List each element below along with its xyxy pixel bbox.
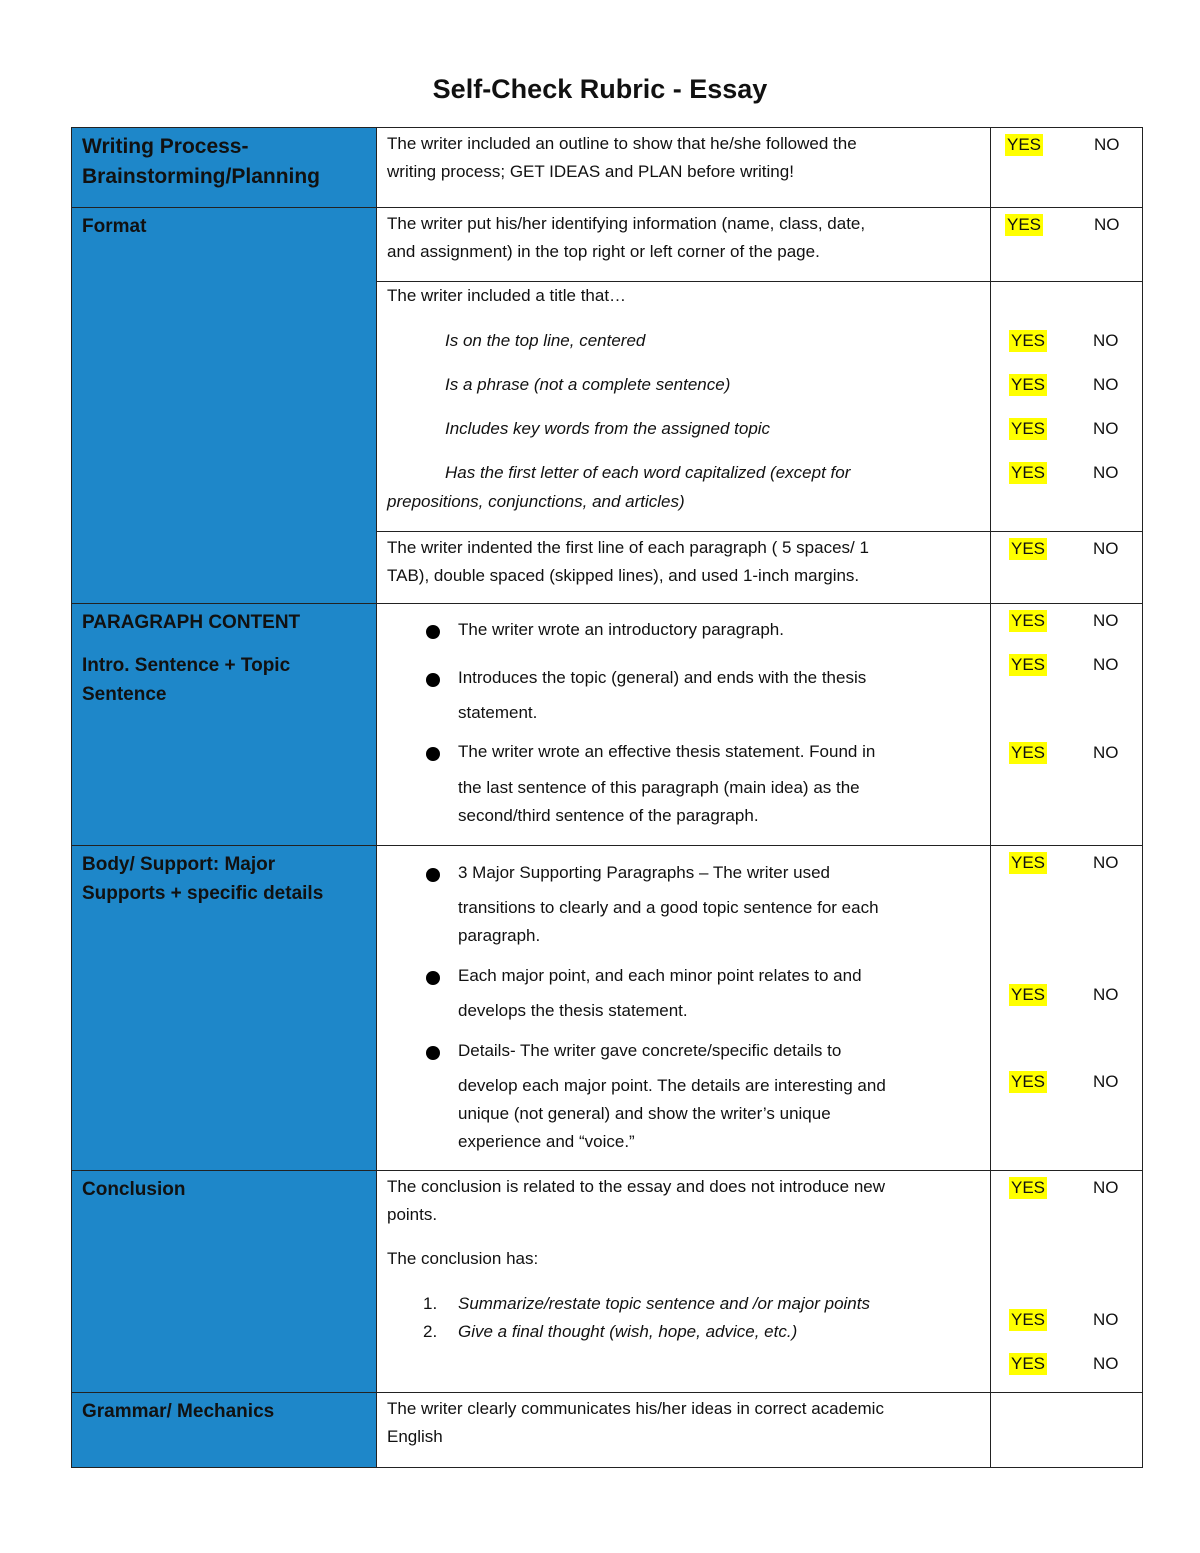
bullet-icon <box>426 868 440 882</box>
bullet-icon <box>426 747 440 761</box>
yes-option: YES <box>1011 331 1046 350</box>
criteria-cell <box>377 281 1143 531</box>
no-option: NO <box>1094 215 1120 234</box>
category-label: Intro. Sentence + Topic <box>82 655 291 676</box>
category-label: Supports + specific details <box>82 883 324 904</box>
criteria-text: experience and “voice.” <box>458 1132 635 1151</box>
category-label: Grammar/ Mechanics <box>82 1401 275 1422</box>
criteria-cell <box>377 128 1143 208</box>
no-option: NO <box>1093 1310 1119 1329</box>
no-option: NO <box>1093 853 1119 872</box>
yes-option: YES <box>1011 419 1046 438</box>
criteria-text: develops the thesis statement. <box>458 1001 688 1020</box>
criteria-text: statement. <box>458 703 538 722</box>
criteria-text: transitions to clearly and a good topic sentence for each <box>458 898 879 917</box>
criteria-text: Give a final thought (wish, hope, advice, etc.) <box>458 1322 798 1341</box>
bullet-icon <box>426 673 440 687</box>
no-option: NO <box>1093 1072 1119 1091</box>
list-number: 1. <box>423 1294 438 1313</box>
category-label: Conclusion <box>82 1179 186 1200</box>
criteria-text: The writer wrote an effective thesis statement. Found in <box>458 742 876 761</box>
category-label: PARAGRAPH CONTENT <box>82 612 301 633</box>
yes-option: YES <box>1007 135 1042 154</box>
yes-option: YES <box>1011 463 1046 482</box>
category-label: Format <box>82 216 147 237</box>
bullet-icon <box>426 971 440 985</box>
bullet-icon <box>426 1046 440 1060</box>
category-body-support <box>71 846 377 1171</box>
criteria-cell <box>377 1393 1143 1467</box>
description-cell <box>377 282 991 531</box>
criteria-text: The writer clearly communicates his/her ideas in correct academic <box>387 1399 884 1418</box>
criteria-text: and assignment) in the top right or left corner of the page. <box>387 242 820 261</box>
criteria-text: The writer put his/her identifying information (name, class, date, <box>387 214 866 233</box>
criteria-text: The writer wrote an introductory paragraph. <box>458 620 784 639</box>
criteria-cell <box>377 208 1143 281</box>
description-cell <box>377 1171 991 1393</box>
criteria-cell <box>377 1171 1143 1393</box>
row-paragraph-content <box>71 603 1143 846</box>
criteria-text: 3 Major Supporting Paragraphs – The writer used <box>458 863 830 882</box>
yes-option: YES <box>1011 611 1046 630</box>
yes-option: YES <box>1011 1310 1046 1329</box>
no-option: NO <box>1093 1178 1119 1197</box>
criteria-text: Each major point, and each minor point relates to and <box>458 966 862 985</box>
criteria-text: The writer included a title that… <box>387 286 627 305</box>
yes-option: YES <box>1011 1072 1046 1091</box>
category-label: Brainstorming/Planning <box>82 165 321 188</box>
yes-option: YES <box>1011 375 1046 394</box>
category-grammar <box>71 1393 377 1467</box>
row-conclusion <box>71 1170 1143 1393</box>
no-option: NO <box>1094 135 1120 154</box>
no-option: NO <box>1093 611 1119 630</box>
yes-option: YES <box>1011 853 1046 872</box>
no-option: NO <box>1093 1354 1119 1373</box>
description-cell <box>377 208 991 281</box>
criteria-text: second/third sentence of the paragraph. <box>458 806 759 825</box>
row-writing-process <box>71 127 1143 208</box>
criteria-text: English <box>387 1427 443 1446</box>
description-cell <box>377 604 991 846</box>
row-body-support <box>71 845 1143 1171</box>
criteria-cell <box>377 846 1143 1171</box>
criteria-text: paragraph. <box>458 926 541 945</box>
criteria-cell <box>377 531 1143 604</box>
no-option: NO <box>1093 331 1119 350</box>
criteria-text: The writer indented the first line of each paragraph ( 5 spaces/ 1 <box>387 538 869 557</box>
yes-option: YES <box>1011 655 1046 674</box>
criteria-text: Is a phrase (not a complete sentence) <box>445 375 731 394</box>
category-label: Body/ Support: Major <box>82 854 276 875</box>
category-paragraph-content <box>71 604 377 846</box>
yes-option: YES <box>1011 1354 1046 1373</box>
no-option: NO <box>1093 655 1119 674</box>
criteria-text: Introduces the topic (general) and ends with the thesis <box>458 668 867 687</box>
criteria-text: Summarize/restate topic sentence and /or major points <box>458 1294 870 1313</box>
category-format <box>71 208 377 604</box>
criteria-text: points. <box>387 1205 438 1224</box>
no-option: NO <box>1093 985 1119 1004</box>
criteria-text: prepositions, conjunctions, and articles) <box>387 492 685 511</box>
category-label: Sentence <box>82 684 167 705</box>
yes-option: YES <box>1011 1178 1046 1197</box>
category-conclusion <box>71 1171 377 1393</box>
criteria-text: unique (not general) and show the writer’s unique <box>458 1104 831 1123</box>
description-cell <box>377 532 991 604</box>
description-cell <box>377 1393 991 1467</box>
criteria-text: The conclusion is related to the essay and does not introduce new <box>387 1177 886 1196</box>
criteria-text: The conclusion has: <box>387 1249 539 1268</box>
no-option: NO <box>1093 743 1119 762</box>
description-cell <box>377 128 991 208</box>
criteria-text: the last sentence of this paragraph (main idea) as the <box>458 778 860 797</box>
category-label: Writing Process- <box>82 135 249 158</box>
description-cell <box>377 846 991 1171</box>
page-title: Self-Check Rubric - Essay <box>432 74 768 104</box>
category-writing-process <box>71 128 377 208</box>
criteria-text: Details- The writer gave concrete/specific details to <box>458 1041 842 1060</box>
yes-option: YES <box>1007 215 1042 234</box>
yes-option: YES <box>1011 985 1046 1004</box>
criteria-text: Includes key words from the assigned topic <box>445 419 771 438</box>
criteria-text: develop each major point. The details are interesting and <box>458 1076 886 1095</box>
yes-option: YES <box>1011 743 1046 762</box>
bullet-icon <box>426 625 440 639</box>
criteria-text: Has the first letter of each word capitalized (except for <box>445 463 851 482</box>
list-number: 2. <box>423 1322 438 1341</box>
criteria-text: Is on the top line, centered <box>445 331 646 350</box>
yes-option: YES <box>1011 539 1046 558</box>
no-option: NO <box>1093 419 1119 438</box>
row-format <box>71 207 1143 604</box>
criteria-text: The writer included an outline to show that he/she followed the <box>387 134 857 153</box>
no-option: NO <box>1093 375 1119 394</box>
row-grammar <box>71 1392 1143 1468</box>
no-option: NO <box>1093 539 1119 558</box>
no-option: NO <box>1093 463 1119 482</box>
criteria-text: TAB), double spaced (skipped lines), and used 1-inch margins. <box>387 566 860 585</box>
criteria-cell <box>377 604 1143 846</box>
criteria-text: writing process; GET IDEAS and PLAN before writing! <box>387 162 794 181</box>
